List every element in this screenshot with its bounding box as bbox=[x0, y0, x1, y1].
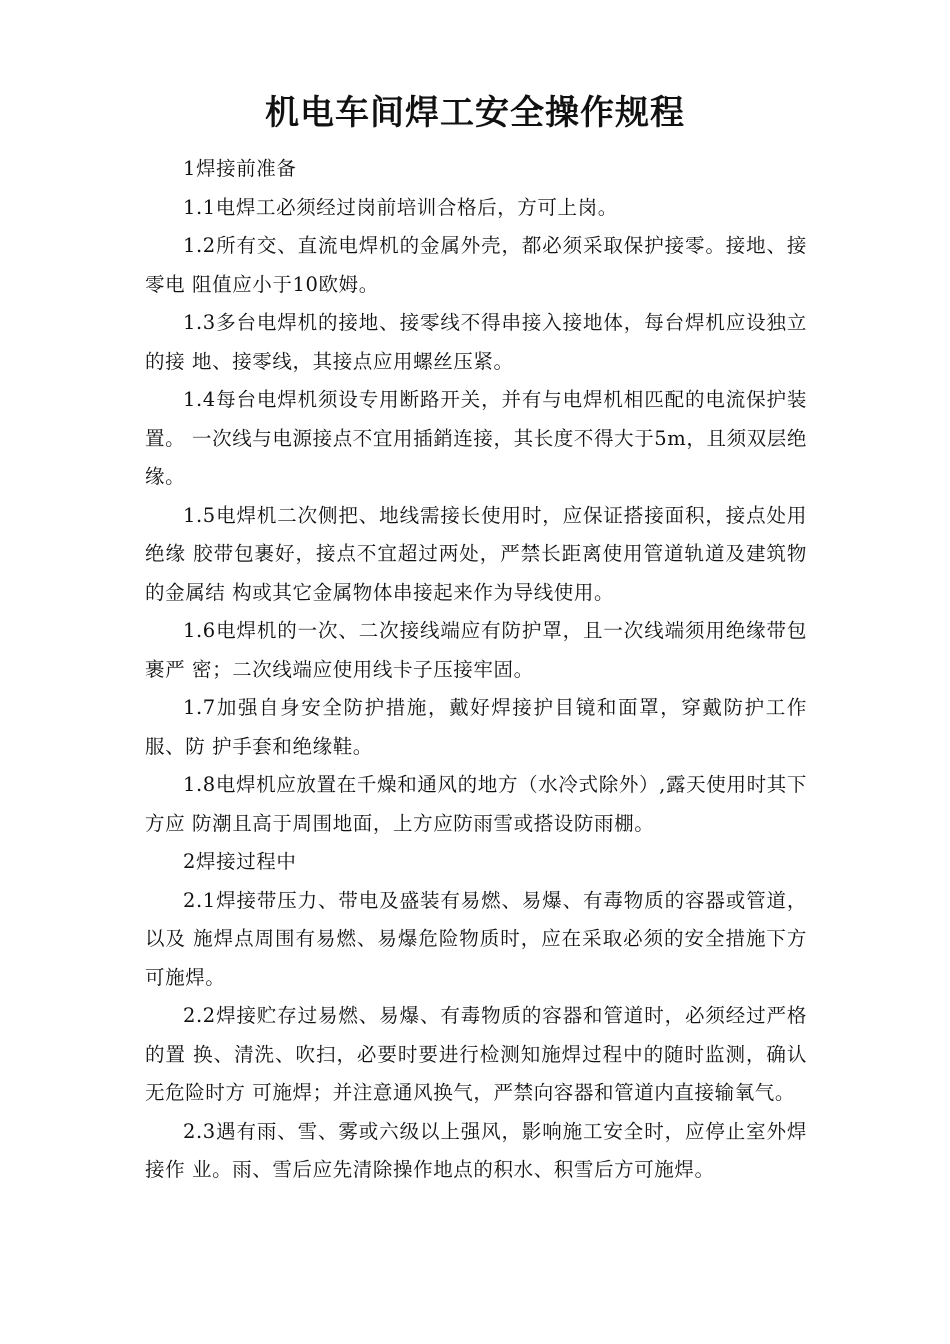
clause-1-7: 1.7加强自身安全防护措施，戴好焊接护目镜和面罩，穿戴防护工作服、防 护手套和绝缘鞋。 bbox=[145, 696, 807, 758]
document-body bbox=[145, 150, 807, 1190]
clause-1-3: 1.3多台电焊机的接地、接零线不得串接入接地体，每台焊机应设独立的接 地、接零线，其接点应用螺丝压紧。 bbox=[145, 311, 807, 373]
clause-1-1: 1.1电焊工必须经过岗前培训合格后，方可上岗。 bbox=[183, 195, 618, 219]
clause-2-3: 2.3遇有雨、雪、雾或六级以上强风，影响施工安全时，应停止室外焊接作 业。雨、雪后应先清除操作地点的积水、积雪后方可施焊。 bbox=[145, 1119, 807, 1181]
clause-1-4: 1.4每台电焊机须设专用断路开关，并有与电焊机相匹配的电流保护装置。 一次线与电源接点不宜用插銷连接，其长度不得大于5m，且须双层绝缘。 bbox=[145, 388, 807, 488]
clause-1-8: 1.8电焊机应放置在千燥和通风的地方（水冷式除外）,露天使用时其下方应 防潮且高于周围地面，上方应防雨雪或搭设防雨棚。 bbox=[145, 773, 807, 835]
clause-1-6: 1.6电焊机的一次、二次接线端应有防护罩，且一次线端须用绝缘带包裹严 密；二次线端应使用线卡子压接牢固。 bbox=[145, 619, 807, 681]
document-title: 机电车间焊工安全操作规程 bbox=[265, 93, 685, 133]
clause-2-2: 2.2焊接贮存过易燃、易爆、有毒物质的容器和管道时，必须经过严格的置 换、清洗、吹扫，必要时要进行检测知施焊过程中的随时监测，确认无危险时方 可施焊；并注意通风换气，严禁向容器和管道内直接输氧气。 bbox=[145, 1004, 807, 1104]
section-heading-2: 2焊接过程中 bbox=[183, 850, 297, 873]
clause-1-2: 1.2所有交、直流电焊机的金属外壳，都必须采取保护接零。接地、接零电 阻值应小于10欧姆。 bbox=[145, 234, 807, 296]
section-heading-1: 1焊接前准备 bbox=[183, 157, 297, 180]
clause-2-1: 2.1焊接带压力、带电及盛装有易燃、易爆、有毒物质的容器或管道，以及 施焊点周围有易燃、易爆危险物质时，应在采取必须的安全措施下方可施焊。 bbox=[145, 888, 807, 989]
clause-1-5: 1.5电焊机二次侧把、地线需接长使用时，应保证搭接面积，接点处用绝缘 胶带包裹好，接点不宜超过两处，严禁长距离使用管道轨道及建筑物的金属结 构或其它金属物体串接起来作为导线使用。 bbox=[145, 503, 807, 604]
